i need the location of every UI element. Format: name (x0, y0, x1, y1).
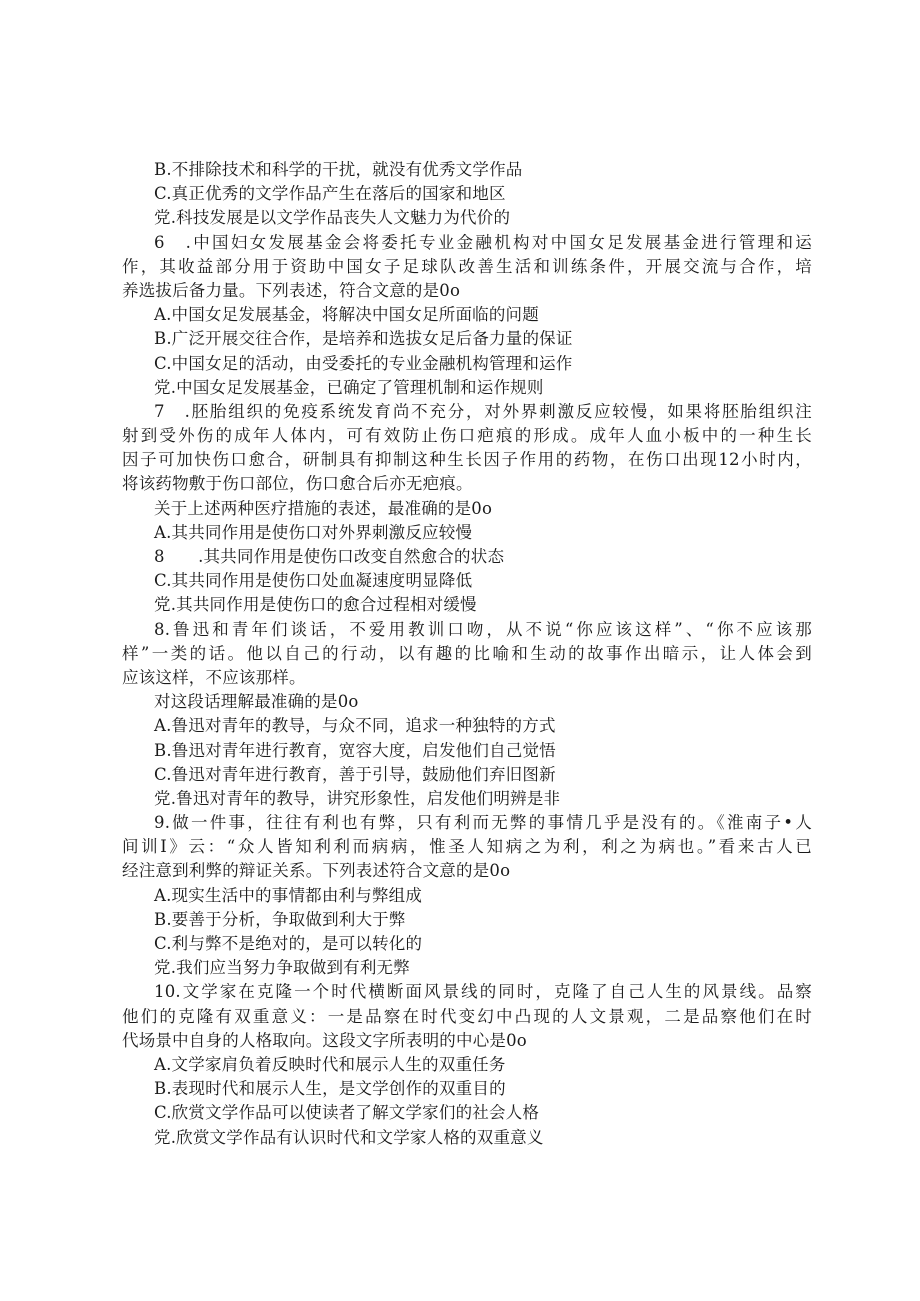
text-line: C.真正优秀的文学作品产生在落后的国家和地区 (154, 184, 506, 204)
text-line: A.中国女足发展基金，将解决中国女足所面临的问题 (154, 305, 539, 325)
text-line: 对这段话理解最准确的是0o (154, 692, 359, 712)
text-line: C.欣赏文学作品可以使读者了解文学家们的社会人格 (154, 1103, 540, 1123)
text-line: C.利与弊不是绝对的，是可以转化的 (154, 934, 423, 953)
text-line: B.广泛开展交往合作，是培养和选拔女足后备力量的保证 (154, 329, 573, 349)
text-line: A.鲁迅对青年的教导，与众不同，追求一种独特的方式 (154, 716, 556, 736)
text-line: 党.我们应当努力争取做到有利无弊 (154, 958, 410, 978)
text-line: 他们的克隆有双重意义：一是品察在时代变幻中凸现的人文景观，二是品察他们在时 (122, 1006, 812, 1026)
text-line: 经注意到利弊的辩证关系。下列表述符合文意的是0o (122, 861, 511, 881)
text-line: 8.鲁迅和青年们谈话，不爱用教训口吻，从不说“你应该这样”、“你不应该那 (154, 619, 812, 639)
text-line: B.要善于分析，争取做到利大于弊 (154, 909, 406, 929)
document-body (122, 158, 812, 1150)
text-line: 作，其收益部分用于资助中国女子足球队改善生活和训练条件，开展交流与合作，培 (122, 256, 812, 276)
text-line: 8 .其共同作用是使伤口改变自然愈合的状态 (154, 547, 505, 566)
text-line: 6 .中国妇女发展基金会将委托专业金融机构对中国女足发展基金进行管理和运 (154, 232, 812, 252)
text-line: 应该这样，不应该那样。 (122, 667, 306, 687)
text-line: 样”一类的话。他以自己的行动，以有趣的比喻和生动的故事作出暗示，让人体会到 (122, 643, 812, 663)
text-line: A.现实生活中的事情都由利与弊组成 (154, 885, 423, 905)
text-line: 党.其共同作用是使伤口的愈合过程相对缓慢 (154, 595, 477, 615)
text-line: 9.做一件事，往往有利也有弊，只有利而无弊的事情几乎是没有的。《淮南子•人 (154, 813, 812, 833)
text-line: 党.鲁迅对青年的教导，讲究形象性，启发他们明辨是非 (154, 788, 561, 808)
text-line: 养选拔后备力量。下列表述，符合文意的是0o (122, 280, 461, 300)
text-line: 因子可加快伤口愈合，研制具有抑制这种生长因子作用的药物，在伤口出现12小时内， (122, 450, 812, 470)
text-line: 党.中国女足发展基金，已确定了管理机制和运作规则 (154, 377, 544, 397)
text-line: 射到受外伤的成年人体内，可有效防止伤口疤痕的形成。成年人血小板中的一种生长 (122, 426, 812, 446)
text-line: B.不排除技术和科学的干扰，就没有优秀文学作品 (154, 160, 523, 179)
text-line: 间训I》云：“众人皆知利利而病病，惟圣人知病之为利，利之为病也。”看来古人已 (122, 837, 812, 857)
text-line: C.其共同作用是使伤口处血凝速度明显降低 (154, 571, 473, 591)
text-line: 10.文学家在克隆一个时代横断面风景线的同时，克隆了自己人生的风景线。品察 (154, 982, 812, 1002)
text-line: B.鲁迅对青年进行教育，宽容大度，启发他们自己觉悟 (154, 740, 556, 760)
text-line: C.鲁迅对青年进行教育，善于引导，鼓励他们弃旧图新 (154, 764, 556, 784)
text-line: C.中国女足的活动，由受委托的专业金融机构管理和运作 (154, 353, 573, 373)
text-line: A.其共同作用是使伤口对外界刺激反应较慢 (154, 522, 473, 542)
text-line: 将该药物敷于伤口部位，伤口愈合后亦无疤痕。 (122, 474, 473, 494)
text-line: 7 .胚胎组织的免疫系统发育尚不充分，对外界刺激反应较慢，如果将胚胎组织注 (154, 401, 812, 421)
text-line: 关于上述两种医疗措施的表述，最准确的是0o (154, 498, 493, 518)
text-line: 党.科技发展是以文学作品丧失人文魅力为代价的 (154, 208, 511, 228)
text-line: B.表现时代和展示人生，是文学创作的双重目的 (154, 1079, 506, 1099)
text-line: A.文学家肩负着反映时代和展示人生的双重任务 (154, 1054, 506, 1074)
text-line: 党.欣赏文学作品有认识时代和文学家人格的双重意义 (154, 1127, 544, 1147)
text-line: 代场景中自身的人格取向。这段文字所表明的中心是0o (122, 1030, 527, 1050)
